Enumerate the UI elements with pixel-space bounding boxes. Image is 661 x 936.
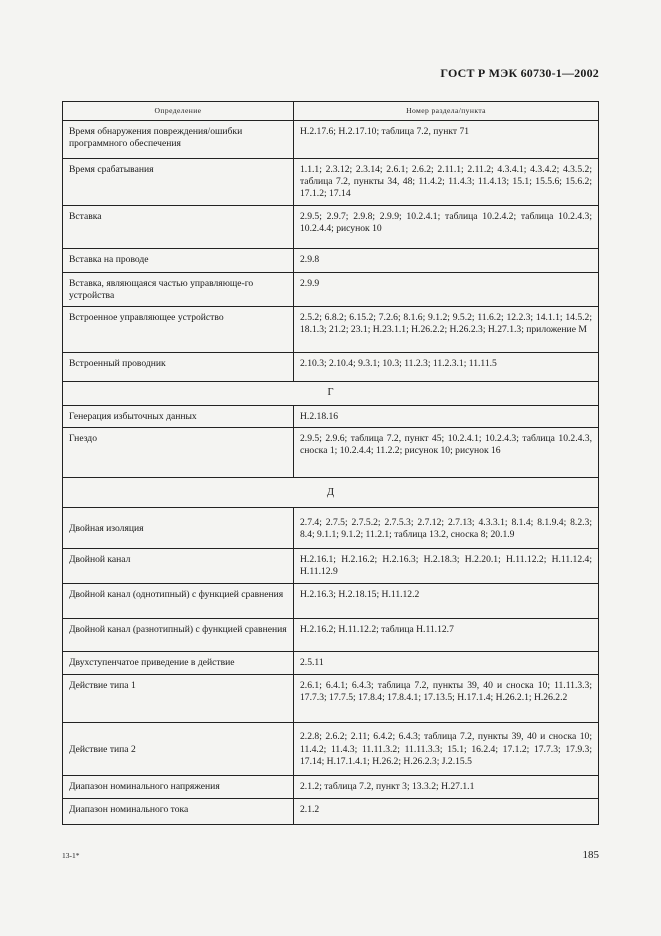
reference-cell: Н.2.16.3; Н.2.18.15; Н.11.12.2 <box>294 584 599 619</box>
term-cell: Действие типа 1 <box>63 675 294 723</box>
reference-cell: 2.5.11 <box>294 652 599 675</box>
table-row <box>63 248 599 272</box>
reference-cell: 2.7.4; 2.7.5; 2.7.5.2; 2.7.5.3; 2.7.12; 2.7.13; 4.3.3.1; 8.1.4; 8.1.9.4; 8.2.3; 8.4; 9.1.1; 9.1.2; 11.2.1; таблица 13.2, сноска 8; 20.1.9 <box>294 508 599 549</box>
term-cell: Двойной канал (разнотипный) с функцией сравнения <box>63 619 294 652</box>
term-cell: Двойной канал <box>63 549 294 584</box>
reference-cell: 2.1.2 <box>294 799 599 825</box>
term-cell: Двойная изоляция <box>63 508 294 549</box>
term-cell: Вставка, являющаяся частью управляюще-го устройства <box>63 272 294 306</box>
table-row <box>63 428 599 478</box>
reference-cell: 2.9.8 <box>294 248 599 272</box>
table-row <box>63 353 599 382</box>
table-row <box>63 406 599 428</box>
document-code: ГОСТ Р МЭК 60730-1—2002 <box>440 66 599 80</box>
table-row <box>63 652 599 675</box>
table-row <box>63 799 599 825</box>
reference-cell: Н.2.17.6; Н.2.17.10; таблица 7.2, пункт 71 <box>294 121 599 159</box>
term-cell: Диапазон номинального тока <box>63 799 294 825</box>
reference-cell: 2.9.5; 2.9.7; 2.9.8; 2.9.9; 10.2.4.1; таблица 10.2.4.2; таблица 10.2.4.3; 10.2.4.4; рисунок 10 <box>294 205 599 248</box>
table-row <box>63 584 599 619</box>
term-cell: Двойной канал (однотипный) с функцией сравнения <box>63 584 294 619</box>
table-row <box>63 272 599 306</box>
table-row <box>63 675 599 723</box>
reference-cell: 2.5.2; 6.8.2; 6.15.2; 7.2.6; 8.1.6; 9.1.2; 9.5.2; 11.6.2; 12.2.3; 14.1.1; 14.5.2; 18.1.3; 21.2; 23.1; Н.23.1.1; Н.26.2.2; Н.26.2.3; Н.27.1.3; приложение М <box>294 307 599 353</box>
reference-cell: 2.9.5; 2.9.6; таблица 7.2, пункт 45; 10.2.4.1; 10.2.4.3; таблица 10.2.4.3, сноска 1; 10.2.4.4; 11.2.2; рисунок 10; рисунок 16 <box>294 428 599 478</box>
table-header-row <box>63 102 599 121</box>
section-letter: Д <box>63 478 599 508</box>
reference-cell: 2.6.1; 6.4.1; 6.4.3; таблица 7.2, пункты 39, 40 и сноска 10; 11.11.3.3; 17.7.3; 17.7.5; 17.8.4; 17.8.4.1; 17.13.5; Н.17.1.4; Н.26.2.1; Н.26.2.2 <box>294 675 599 723</box>
term-cell: Двухступенчатое приведение в действие <box>63 652 294 675</box>
reference-cell: Н.2.16.2; Н.11.12.2; таблица Н.11.12.7 <box>294 619 599 652</box>
table-row <box>63 159 599 206</box>
column-header-section-number: Номер раздела/пункта <box>294 102 599 121</box>
reference-cell: 2.10.3; 2.10.4; 9.3.1; 10.3; 11.2.3; 11.2.3.1; 11.11.5 <box>294 353 599 382</box>
column-header-definition: Определение <box>63 102 294 121</box>
page-number: 185 <box>582 849 599 861</box>
term-cell: Диапазон номинального напряжения <box>63 776 294 799</box>
reference-cell: Н.2.18.16 <box>294 406 599 428</box>
table-row <box>63 549 599 584</box>
table-row <box>63 776 599 799</box>
reference-cell: Н.2.16.1; Н.2.16.2; Н.2.16.3; Н.2.18.3; Н.2.20.1; Н.11.12.2; Н.11.12.4; Н.11.12.9 <box>294 549 599 584</box>
reference-cell: 2.2.8; 2.6.2; 2.11; 6.4.2; 6.4.3; таблица 7.2, пункты 39, 40 и сноска 10; 11.4.2; 11.4.3; 11.11.3.2; 11.11.3.3; 15.1; 16.2.4; 17.1.2; 17.7.3; 17.9.3; 17.14; Н.17.1.4.1; Н.26.2; Н.26.2.3; J.2.15.5 <box>294 723 599 776</box>
letter-divider-row <box>63 478 599 508</box>
section-letter: Г <box>63 382 599 406</box>
table-row <box>63 508 599 549</box>
reference-cell: 2.1.2; таблица 7.2, пункт 3; 13.3.2; Н.27.1.1 <box>294 776 599 799</box>
reference-cell: 1.1.1; 2.3.12; 2.3.14; 2.6.1; 2.6.2; 2.11.1; 2.11.2; 4.3.4.1; 4.3.4.2; 4.3.5.2; таблица 7.2, пункты 34, 48; 11.4.2; 11.4.3; 11.4.13; 15.1; 15.5.6; 15.6.2; 17.1.2; 17.14 <box>294 159 599 206</box>
sheet-mark: 13-1* <box>62 851 80 860</box>
term-cell: Генерация избыточных данных <box>63 406 294 428</box>
term-cell: Время срабатывания <box>63 159 294 206</box>
term-cell: Время обнаружения повреждения/ошибки программного обеспечения <box>63 121 294 159</box>
table-row <box>63 205 599 248</box>
term-cell: Встроенное управляющее устройство <box>63 307 294 353</box>
term-cell: Гнездо <box>63 428 294 478</box>
term-cell: Вставка <box>63 205 294 248</box>
table-row <box>63 619 599 652</box>
letter-divider-row <box>63 382 599 406</box>
table-row <box>63 723 599 776</box>
term-cell: Вставка на проводе <box>63 248 294 272</box>
table-row <box>63 307 599 353</box>
reference-cell: 2.9.9 <box>294 272 599 306</box>
index-table <box>62 101 599 825</box>
term-cell: Действие типа 2 <box>63 723 294 776</box>
table-row <box>63 121 599 159</box>
term-cell: Встроенный проводник <box>63 353 294 382</box>
